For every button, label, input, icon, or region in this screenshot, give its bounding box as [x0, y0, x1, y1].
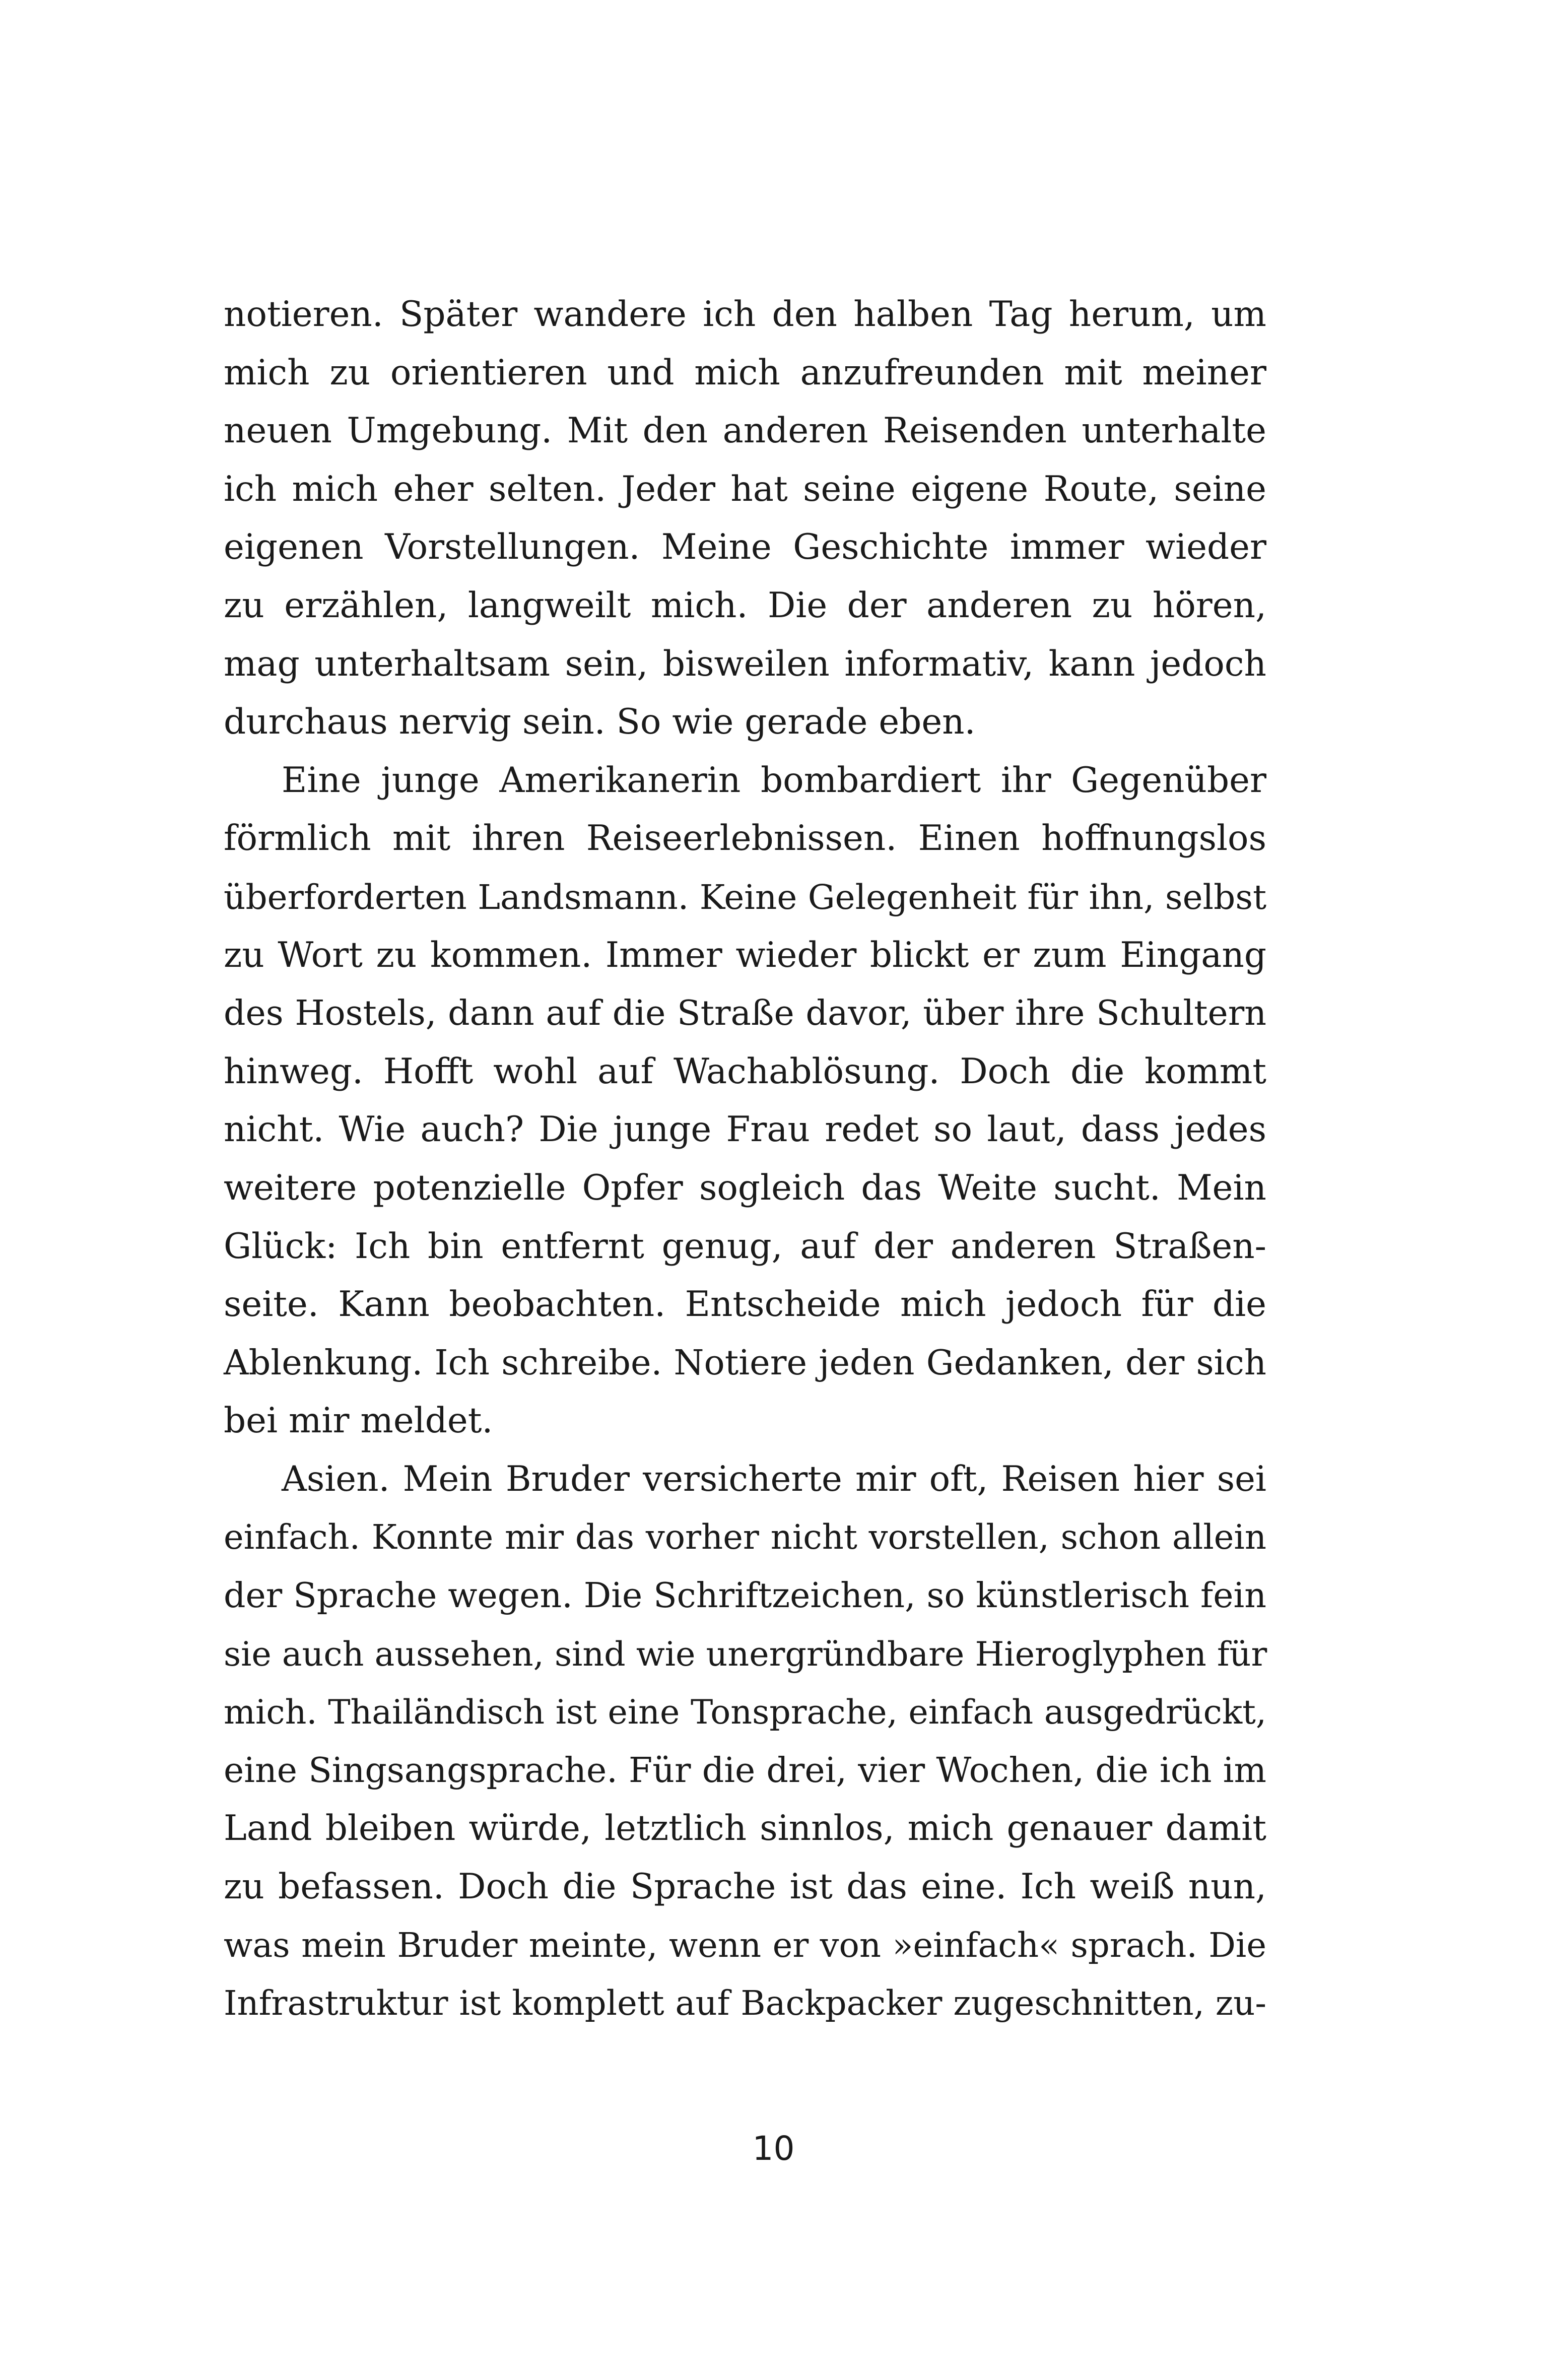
text-line: hinweg. Hofft wohl auf Wachablösung. Doch die kommt: [224, 1051, 1266, 1092]
text-line: mich. Thailändisch ist eine Tonsprache, einfach ausgedrückt,: [224, 1692, 1266, 1732]
text-line: förmlich mit ihren Reiseerlebnissen. Einen hoffnungslos: [224, 818, 1266, 859]
text-line: Land bleiben würde, letztlich sinnlos, mich genauer damit: [224, 1808, 1266, 1849]
text-line: Glück: Ich bin entfernt genug, auf der anderen Straßen-: [224, 1226, 1266, 1267]
text-line: neuen Umgebung. Mit den anderen Reisenden unterhalte: [224, 411, 1266, 451]
text-line: durchaus nervig sein. So wie gerade eben.: [224, 702, 976, 743]
text-line: überforderten Landsmann. Keine Gelegenheit für ihn, selbst: [224, 877, 1267, 917]
body-text: [224, 286, 1266, 2033]
text-line: zu erzählen, langweilt mich. Die der anderen zu hören,: [224, 585, 1266, 626]
text-line: mag unterhaltsam sein, bisweilen informativ, kann jedoch: [224, 643, 1266, 684]
text-line: zu befassen. Doch die Sprache ist das eine. Ich weiß nun,: [224, 1867, 1266, 1907]
text-line: sie auch aussehen, sind wie unergründbare Hieroglyphen für: [224, 1634, 1267, 1674]
text-line: zu Wort zu kommen. Immer wieder blickt er zum Eingang: [224, 935, 1266, 975]
text-line: seite. Kann beobachten. Entscheide mich jedoch für die: [224, 1284, 1266, 1325]
paragraph: [224, 286, 1266, 752]
text-line: eigenen Vorstellungen. Meine Geschichte immer wieder: [224, 527, 1266, 568]
text-line: einfach. Konnte mir das vorher nicht vorstellen, schon allein: [224, 1517, 1266, 1557]
text-line: was mein Bruder meinte, wenn er von »einfach« sprach. Die: [224, 1925, 1266, 1965]
text-line: bei mir meldet.: [224, 1401, 493, 1441]
text-line: Asien. Mein Bruder versicherte mir oft, Reisen hier sei: [282, 1459, 1266, 1499]
text-line: notieren. Später wandere ich den halben Tag herum, um: [224, 294, 1266, 335]
page-number: 10: [752, 2129, 795, 2168]
text-line: Ablenkung. Ich schreibe. Notiere jeden Gedanken, der sich: [224, 1342, 1266, 1383]
text-line: des Hostels, dann auf die Straße davor, über ihre Schultern: [224, 994, 1266, 1034]
paragraph: [224, 752, 1266, 1450]
text-line: der Sprache wegen. Die Schriftzeichen, so künstlerisch fein: [224, 1576, 1266, 1616]
text-line: Eine junge Amerikanerin bombardiert ihr Gegenüber: [282, 760, 1266, 801]
text-line: mich zu orientieren und mich anzufreunden mit meiner: [224, 352, 1266, 393]
text-line: nicht. Wie auch? Die junge Frau redet so laut, dass jedes: [224, 1109, 1266, 1150]
text-line: weitere potenzielle Opfer sogleich das Weite sucht. Mein: [224, 1167, 1266, 1208]
text-line: eine Singsangsprache. Für die drei, vier Wochen, die ich im: [224, 1750, 1266, 1791]
paragraph: [224, 1450, 1266, 2033]
text-line: ich mich eher selten. Jeder hat seine eigene Route, seine: [224, 469, 1266, 509]
text-line: Infrastruktur ist komplett auf Backpacker zugeschnitten, zu-: [224, 1984, 1266, 2023]
